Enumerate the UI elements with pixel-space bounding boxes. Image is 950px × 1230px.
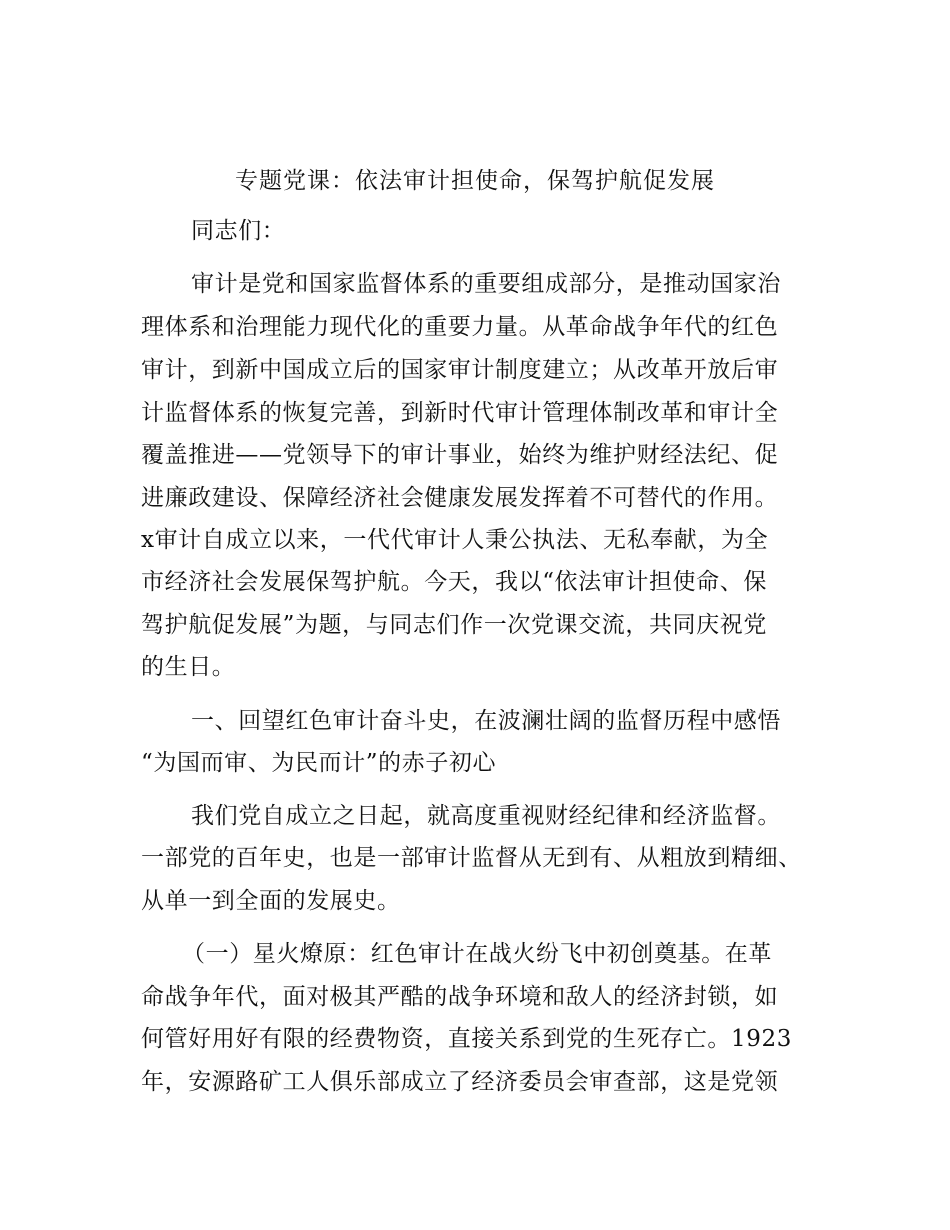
paragraph-line: 我们党自成立之日起，就高度重视财经纪律和经济监督。: [191, 803, 781, 829]
paragraph-line: 计监督体系的恢复完善，到新时代审计管理体制改革和审计全: [141, 400, 779, 426]
paragraph-line: x审计自成立以来，一代代审计人秉公执法、无私奉献，为全: [141, 527, 769, 553]
paragraph-line: 审计，到新中国成立后的国家审计制度建立；从改革开放后审: [141, 357, 779, 383]
document-title: 专题党课：依法审计担使命，保驾护航促发展: [235, 168, 715, 194]
paragraph-line: 进廉政建设、保障经济社会健康发展发挥着不可替代的作用。: [141, 485, 779, 511]
paragraph-line: 何管好用好有限的经费物资，直接关系到党的生死存亡。1923: [141, 1026, 792, 1052]
paragraph-line: 的生日。: [141, 654, 236, 680]
paragraph-line: 覆盖推进——党领导下的审计事业，始终为维护财经法纪、促: [141, 442, 779, 468]
paragraph-line: 从单一到全面的发展史。: [141, 888, 401, 914]
paragraph-line: 审计是党和国家监督体系的重要组成部分，是推动国家治: [191, 271, 781, 297]
paragraph-line: 一部党的百年史，也是一部审计监督从无到有、从粗放到精细、: [141, 845, 802, 871]
paragraph-line: （一）星火燎原：红色审计在战火纷飞中初创奠基。在革: [182, 941, 772, 967]
paragraph-line: 命战争年代，面对极其严酷的战争环境和敌人的经济封锁，如: [141, 984, 779, 1010]
paragraph-line: 理体系和治理能力现代化的重要力量。从革命战争年代的红色: [141, 314, 779, 340]
paragraph-line: 驾护航促发展”为题，与同志们作一次党课交流，共同庆祝党: [141, 612, 767, 638]
section-heading-line: “为国而审、为民而计”的赤子初心: [141, 750, 497, 776]
paragraph-line: 年，安源路矿工人俱乐部成立了经济委员会审查部，这是党领: [141, 1069, 779, 1095]
salutation: 同志们：: [191, 218, 286, 244]
paragraph-line: 市经济社会发展保驾护航。今天，我以“依法审计担使命、保: [141, 569, 767, 595]
section-heading-line: 一、回望红色审计奋斗史，在波澜壮阔的监督历程中感悟: [191, 708, 781, 734]
